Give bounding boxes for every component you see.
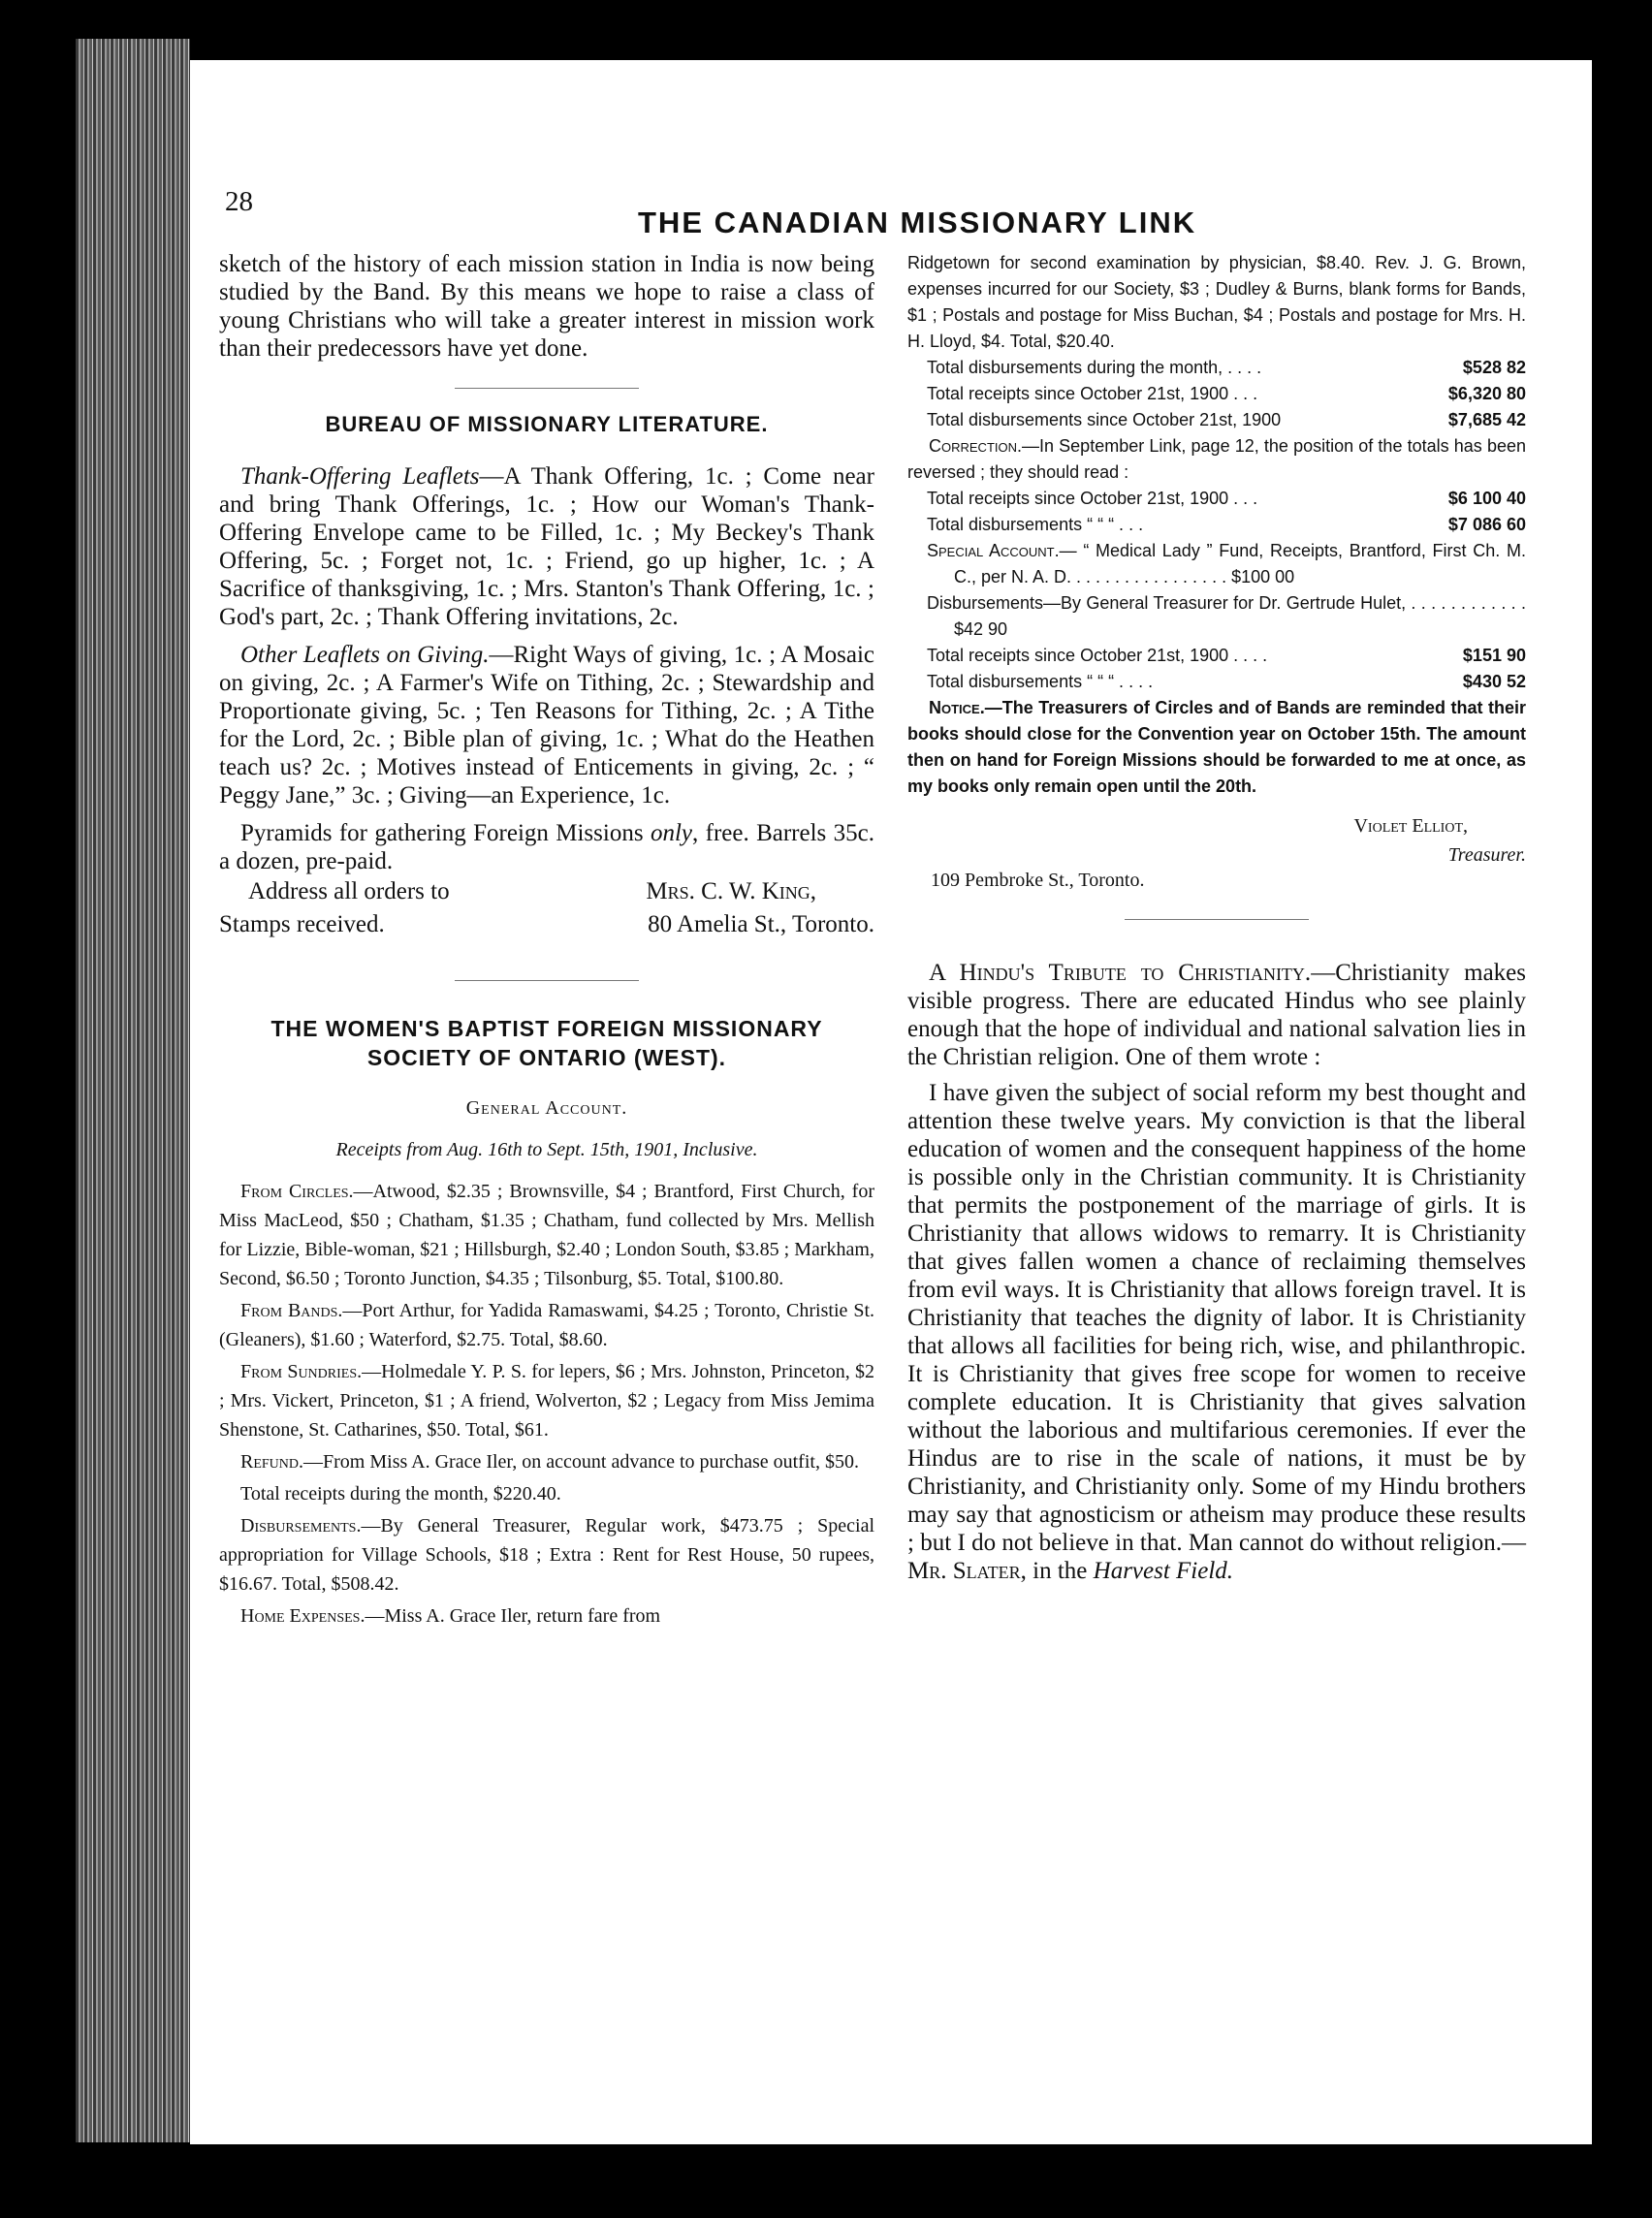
refund-text: —From Miss A. Grace Iler, on account advance to purchase outfit, $50.: [303, 1451, 859, 1473]
notice-text: —The Treasurers of Circles and of Bands are reminded that their books should close for the Convention year on October 15th. The amount then on hand for Foreign Missions should be forwarded to me at once, as my books only remain open until the 20th.: [907, 698, 1526, 796]
total-amount: $151 90: [1462, 646, 1526, 665]
circles-label: From Circles.: [240, 1181, 354, 1202]
total-amount: $7 086 60: [1447, 515, 1526, 534]
divider: [455, 388, 639, 389]
circles-entry: [219, 1177, 874, 1293]
hindu-quote: [907, 1079, 1526, 1585]
total-amount: $528 82: [1462, 358, 1526, 377]
home-expenses-entry: [219, 1601, 874, 1631]
total-row: [907, 355, 1526, 381]
hindu-intro: [907, 959, 1526, 1071]
general-account-heading: General Account.: [465, 1097, 628, 1119]
hindu-source: Harvest Field.: [1093, 1558, 1234, 1584]
society-heading-1: THE WOMEN'S BAPTIST FOREIGN MISSIONARY: [270, 1016, 823, 1041]
sundries-entry: [219, 1357, 874, 1444]
bureau-heading: BUREAU OF MISSIONARY LITERATURE.: [325, 412, 769, 436]
correction-label: Correction.: [929, 436, 1022, 456]
bands-entry: [219, 1296, 874, 1354]
special-account: [907, 538, 1526, 590]
thank-offering-label: Thank-Offering Leaflets: [240, 463, 480, 490]
total-label: Total disbursements “ “ “ . . . .: [927, 672, 1154, 691]
hindu-credit: —Mr. Slater,: [907, 1530, 1526, 1584]
total-label: Total disbursements since October 21st, 1900: [927, 410, 1282, 429]
sundries-text: —Holmedale Y. P. S. for lepers, $6 ; Mrs. Johnston, Princeton, $2 ; Mrs. Vickert, Princeton, $1 ; A friend, Wolverton, $2 ; Legacy from Miss Jemima Shenstone, St. Catharines, $50. Total, $61.: [219, 1361, 875, 1441]
pyramids-text-a: Pyramids for gathering Foreign Missions: [240, 820, 651, 846]
total-amount: $6 100 40: [1447, 489, 1526, 508]
month-total: Total receipts during the month, $220.40.: [240, 1483, 561, 1505]
right-column: [907, 250, 1526, 1585]
total-amount: $7,685 42: [1447, 410, 1526, 429]
book-spine: [76, 39, 190, 2142]
intro-paragraph: sketch of the history of each mission station in India is now being studied by the Band. By this means we hope to raise a class of young Christians who will take a greater interest in mission work than their predecessors have yet done.: [219, 251, 874, 362]
bands-label: From Bands.: [240, 1300, 343, 1321]
total-row: [907, 669, 1526, 695]
address-right-2: 80 Amelia St., Toronto.: [648, 911, 874, 937]
divider: [455, 980, 639, 981]
special-label: Special Account.: [927, 541, 1060, 560]
page: [190, 60, 1592, 2144]
bands-text: —Port Arthur, for Yadida Ramaswami, $4.25 ; Toronto, Christie St. (Gleaners), $1.60 ; Waterford, $2.75. Total, $8.60.: [219, 1300, 874, 1350]
disbursements-text: —By General Treasurer, Regular work, $473.75 ; Special appropriation for Village Schools, $18 ; Extra : Rent for Rest House, 50 rupees, $16.67. Total, $508.42.: [219, 1515, 874, 1595]
signature-address: 109 Pembroke St., Toronto.: [931, 870, 1145, 891]
pyramids-paragraph: [219, 819, 874, 875]
total-label: Total receipts since October 21st, 1900 . . . .: [927, 646, 1268, 665]
correction-paragraph: [907, 433, 1526, 486]
totals-block-3: [907, 643, 1526, 695]
society-heading-2: SOCIETY OF ONTARIO (WEST).: [366, 1045, 727, 1070]
giving-text: —Right Ways of giving, 1c. ; A Mosaic on giving, 2c. ; A Farmer's Wife on Tithing, 2c. ; Stewardship and Proportionate giving, 5c. ; Ten Reasons for Tithing, 2c. ; A Tithe for the Lord, 2c. ; Bible plan of giving, 1c. ; What do the Heathen teach us? 2c. ; Motives instead of Enticements in giving, 2c. ; “ Peggy Jane,” 3c. ; Giving—an Experience, 1c.: [219, 642, 875, 808]
total-row: [907, 643, 1526, 669]
total-label: Total disbursements “ “ “ . . .: [927, 515, 1144, 534]
hindu-title: A Hindu's Tribute to Christianity.: [929, 960, 1312, 986]
notice-paragraph: [907, 695, 1526, 800]
circles-text: —Atwood, $2.35 ; Brownsville, $4 ; Brantford, First Church, for Miss MacLeod, $50 ; Chatham, $1.35 ; Chatham, fund collected by Mrs. Mellish for Lizzie, Bible-woman, $21 ; Hillsburgh, $2.40 ; London South, $3.85 ; Markham, Second, $6.50 ; Toronto Junction, $4.35 ; Tilsonburg, $5. Total, $100.80.: [219, 1181, 874, 1289]
receipts-heading: Receipts from Aug. 16th to Sept. 15th, 1901, Inclusive.: [335, 1139, 758, 1160]
hindu-in: in the: [1032, 1558, 1094, 1584]
total-amount: $6,320 80: [1447, 384, 1526, 403]
thank-offering-paragraph: [219, 462, 874, 631]
correction-text: —In September Link, page 12, the position of the totals has been reversed ; they should read :: [907, 436, 1526, 482]
address-left-2: Stamps received.: [219, 911, 385, 937]
running-title: THE CANADIAN MISSIONARY LINK: [638, 206, 1197, 239]
giving-paragraph: [219, 641, 874, 809]
total-row: [907, 512, 1526, 538]
disbursements-label: Disbursements.: [240, 1515, 362, 1537]
refund-label: Refund.: [240, 1451, 304, 1473]
giving-label: Other Leaflets on Giving.: [240, 642, 490, 668]
hindu-intro-text: —Christianity makes visible progress. There are educated Hindus who see plainly enough that the hope of individual and national salvation lies in the Christian religion. One of them wrote :: [907, 960, 1526, 1070]
total-amount: $430 52: [1462, 672, 1526, 691]
total-row: [907, 486, 1526, 512]
address-left-1: Address all orders to: [248, 878, 450, 904]
hindu-quote-text: I have given the subject of social reform my best thought and attention these twelve years. My conviction is that the liberal education of women and the consequent happiness of the home is possible only in the Christian community. It is Christianity that permits the postponement of the marriage of girls. It is Christianity that allows widows to remarry. It is Christianity that gives fallen women a chance of reclaiming themselves from evil ways. It is Christianity that allows foreign travel. It is Christianity that teaches the dignity of labor. It is Christianity that allows all facilities for being rich, wise, and philanthropic. It is Christianity that gives free scope for women to receive complete education. It is Christianity that gives salvation without the laborious and multifarious ceremonies. If ever the Hindus are to rise in the scale of nations, it must be by Christianity, and Christianity only. Some of my Hindu brothers may say that agnosticism or atheism may produce these results ; but I do not believe in that. Man cannot do without religion.: [907, 1080, 1526, 1556]
signature-title: Treasurer.: [1447, 844, 1526, 866]
divider: [1125, 919, 1309, 920]
special-text: — “ Medical Lady ” Fund, Receipts, Brantford, First Ch. M. C., per N. A. D. . . . . . . . . . . . . . . . . $100 00: [954, 541, 1526, 586]
total-label: Total receipts since October 21st, 1900 . . .: [927, 384, 1258, 403]
left-column: [219, 250, 874, 1633]
pyramids-only: only: [650, 820, 692, 846]
total-row: [907, 381, 1526, 407]
totals-block-1: [907, 355, 1526, 433]
notice-label: Notice.: [929, 698, 985, 717]
total-label: Total disbursements during the month, . . . .: [927, 358, 1262, 377]
special-disbursements: Disbursements—By General Treasurer for Dr. Gertrude Hulet, . . . . . . . . . . . . $42 90: [927, 593, 1526, 639]
page-number: 28: [225, 186, 253, 217]
signature: Violet Elliot,: [1353, 815, 1468, 837]
pyramids-text-b: , free. Barrels 35c. a dozen, pre-paid.: [219, 820, 874, 874]
total-label: Total receipts since October 21st, 1900 . . .: [927, 489, 1258, 508]
refund-entry: [219, 1447, 874, 1476]
address-right-1: Mrs. C. W. King,: [646, 878, 816, 904]
address-line-1: [219, 875, 874, 908]
total-row: [907, 407, 1526, 433]
sundries-label: From Sundries.: [240, 1361, 363, 1382]
account-entries: [219, 1177, 874, 1631]
thank-offering-text: —A Thank Offering, 1c. ; Come near and bring Thank Offerings, 1c. ; How our Woman's Thank-Offering Envelope came to be Filled, 1c. ; My Beckey's Thank Offering, 5c. ; Forget not, 1c. ; Friend, go up higher, 1c. ; A Sacrifice of thanksgiving, 1c. ; Mrs. Stanton's Thank Offering, 1c. ; God's part, 2c. ; Thank Offering invitations, 2c.: [219, 463, 874, 630]
home-expenses-label: Home Expenses.: [240, 1605, 365, 1627]
disbursements-entry: [219, 1511, 874, 1599]
address-line-2: [219, 908, 874, 941]
home-expenses-text: —Miss A. Grace Iler, return fare from: [365, 1605, 661, 1627]
totals-block-2: [907, 486, 1526, 538]
expenses-continued: Ridgetown for second examination by physician, $8.40. Rev. J. G. Brown, expenses incurred for our Society, $3 ; Dudley & Burns, blank forms for Bands, $1 ; Postals and postage for Miss Buchan, $4 ; Postals and postage for Mrs. H. H. Lloyd, $4. Total, $20.40.: [907, 253, 1526, 351]
